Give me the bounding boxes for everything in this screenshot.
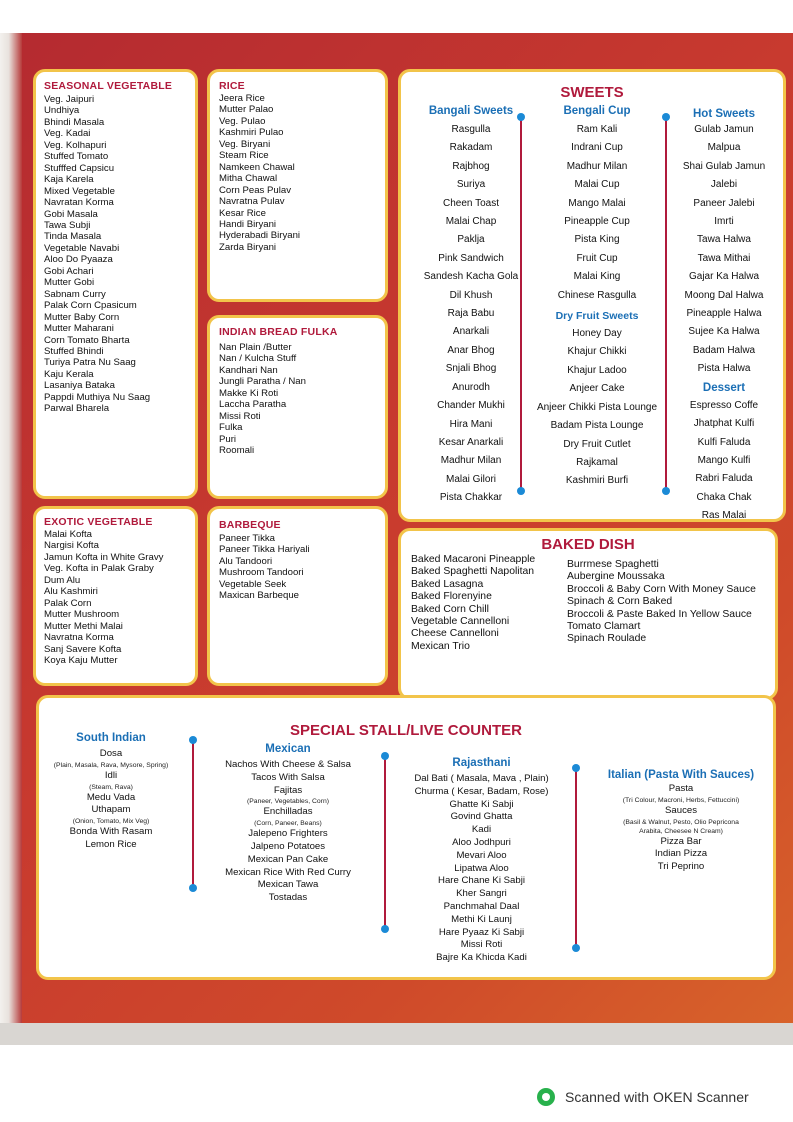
- menu-item: Mixed Vegetable: [44, 185, 115, 197]
- menu-item: Hyderabadi Biryani: [219, 230, 301, 242]
- menu-item-note: (Onion, Tomato, Mix Veg): [72, 818, 150, 826]
- barbeque-title: BARBEQUE: [219, 519, 281, 531]
- indian-bread-list: [219, 342, 376, 457]
- menu-item: Pista King: [574, 234, 620, 246]
- baked-dish-box: [398, 528, 778, 700]
- baked-dish-left-list: [411, 554, 535, 653]
- menu-item: Alu Tandoori: [219, 555, 273, 567]
- menu-item-note: (Steam, Rava): [89, 783, 133, 791]
- menu-item: Handi Biryani: [219, 218, 277, 230]
- menu-item: Mutter Maharani: [44, 323, 114, 335]
- menu-item: Tinda Masala: [44, 231, 102, 243]
- menu-item: Tri Peprino: [657, 861, 705, 873]
- menu-item: Enchilladas: [263, 806, 313, 818]
- menu-item: Govind Ghatta: [450, 811, 513, 823]
- menu-item: Mexican Pan Cake: [247, 853, 329, 865]
- menu-item: Tawa Mithai: [697, 252, 751, 264]
- menu-item: Rajkamal: [576, 456, 618, 468]
- menu-item: Zarda Biryani: [219, 241, 277, 253]
- menu-item: Kashmiri Pulao: [219, 127, 284, 139]
- menu-item: Jalpeno Potatoes: [250, 840, 326, 852]
- menu-item: Tomato Clamart: [567, 621, 641, 633]
- menu-item: Fruit Cup: [576, 252, 618, 264]
- menu-item: Vegetable Seek: [219, 578, 287, 590]
- menu-item: Moong Dal Halwa: [684, 289, 764, 301]
- mexican-heading: Mexican: [265, 743, 311, 755]
- exotic-vegetable-title: EXOTIC VEGETABLE: [44, 516, 153, 528]
- menu-item: Dosa: [99, 748, 123, 759]
- menu-item: Pizza Bar: [660, 835, 702, 847]
- menu-item: Pineapple Halwa: [686, 308, 762, 320]
- menu-item: Sandesh Kacha Gola: [423, 271, 519, 283]
- menu-item: Mango Malai: [568, 197, 626, 209]
- menu-item: Gobi Achari: [44, 265, 94, 277]
- menu-item: Chander Mukhi: [437, 400, 505, 412]
- divider-dot: [517, 113, 525, 121]
- menu-item: Palak Corn Cpasicum: [44, 300, 137, 312]
- exotic-vegetable-box: [33, 506, 198, 686]
- menu-item: Mexican Tawa: [257, 879, 319, 891]
- menu-item-note: (Corn, Paneer, Beans): [254, 820, 322, 828]
- menu-item: Espresso Coffe: [689, 399, 759, 411]
- menu-item: Hare Pyaaz Ki Sabji: [438, 926, 525, 938]
- bengali-cup-column: [531, 105, 663, 491]
- bangali-sweets-list: [409, 121, 533, 508]
- menu-item: Baked Lasagna: [411, 578, 484, 590]
- menu-item: Sujee Ka Halwa: [688, 326, 760, 338]
- menu-card: [0, 33, 793, 1045]
- bengali-cup-list: [531, 121, 663, 305]
- menu-item: Snjali Bhog: [445, 363, 497, 375]
- menu-item: Anarkali: [452, 326, 490, 338]
- menu-item: Tostadas: [268, 892, 308, 904]
- menu-item: Badam Halwa: [692, 344, 756, 356]
- rice-list: [219, 93, 376, 253]
- menu-item: Jungli Paratha / Nan: [219, 376, 306, 388]
- menu-item: Parwal Bharela: [44, 403, 110, 415]
- sweets-box: [398, 69, 786, 522]
- menu-item: Alu Kashmiri: [44, 586, 98, 598]
- menu-item: Aloo Jodhpuri: [452, 836, 511, 848]
- menu-item: Anjeer Cake: [569, 383, 625, 395]
- menu-item: Kaju Kerala: [44, 368, 94, 380]
- menu-item: Lemon Rice: [85, 838, 137, 850]
- menu-item: Kashmiri Burfi: [565, 475, 629, 487]
- dessert-heading: Dessert: [702, 381, 746, 394]
- menu-item: Kadi: [471, 824, 492, 836]
- menu-item: Jalepeno Frighters: [248, 828, 328, 840]
- menu-item: Pappdi Muthiya Nu Saag: [44, 391, 151, 403]
- menu-item: Mexican Rice With Red Curry: [225, 866, 351, 878]
- menu-item: Baked Florenyine: [411, 591, 492, 603]
- menu-item: Paneer Jalebi: [693, 197, 755, 209]
- menu-item: Koya Kaju Mutter: [44, 654, 118, 666]
- south-indian-heading: South Indian: [76, 732, 146, 744]
- menu-item: Maxican Barbeque: [219, 590, 299, 602]
- indian-bread-box: [207, 315, 388, 499]
- page-bottom-edge: [0, 1023, 793, 1045]
- mexican-column: [207, 743, 369, 905]
- menu-item: Chinese Rasgulla: [557, 289, 637, 301]
- rajasthani-column: [399, 757, 564, 965]
- menu-item: Ghatte Ki Sabji: [449, 798, 514, 810]
- menu-item: Makke Ki Roti: [219, 387, 279, 399]
- menu-item: Veg. Biryani: [219, 138, 271, 150]
- bangali-sweets-heading: Bangali Sweets: [428, 105, 514, 117]
- menu-item: Hira Mani: [449, 418, 493, 430]
- divider-dot: [517, 487, 525, 495]
- menu-item-note: Arabita, Cheesee N Cream): [639, 827, 723, 835]
- divider-line: [575, 768, 577, 948]
- mexican-list: [207, 759, 369, 905]
- menu-item: Stufffed Capsicu: [44, 162, 115, 174]
- rajasthani-list: [399, 773, 564, 965]
- dry-fruit-sweets-list: [531, 325, 663, 491]
- menu-item: Panchmahal Daal: [443, 900, 520, 912]
- hot-sweets-list: [665, 121, 783, 379]
- seasonal-vegetable-list: [44, 94, 187, 415]
- menu-item: Madhur Milan: [440, 455, 502, 467]
- menu-item: Aubergine Moussaka: [567, 571, 665, 583]
- menu-item: Steam Rice: [219, 150, 269, 162]
- menu-item: Ram Kali: [576, 124, 618, 135]
- menu-item: Gobi Masala: [44, 208, 98, 220]
- menu-item: Mutter Baby Corn: [44, 311, 120, 323]
- divider-line: [384, 756, 386, 929]
- menu-item: Veg. Jaipuri: [44, 94, 95, 105]
- exotic-vegetable-list: [44, 529, 187, 666]
- menu-item: Gajar Ka Halwa: [688, 271, 760, 283]
- menu-item: Dil Khush: [449, 289, 493, 301]
- barbeque-list: [219, 533, 376, 602]
- menu-item: Undhiya: [44, 105, 80, 117]
- hot-sweets-heading: Hot Sweets: [693, 108, 755, 120]
- menu-item: Spinach Roulade: [567, 633, 647, 645]
- menu-item: Sauces: [665, 804, 697, 816]
- menu-item: Honey Day: [572, 328, 622, 340]
- divider-dot: [189, 736, 197, 744]
- special-stall-title: SPECIAL STALL/LIVE COUNTER: [290, 722, 522, 739]
- divider-dot: [572, 944, 580, 952]
- menu-item: Vegetable Cannelloni: [411, 616, 510, 628]
- rice-box: [207, 69, 388, 302]
- menu-item: Churma ( Kesar, Badam, Rose): [414, 785, 549, 797]
- menu-item: Badam Pista Lounge: [550, 420, 644, 432]
- menu-item: Broccoli & Paste Baked In Yellow Sauce: [567, 608, 752, 620]
- seasonal-vegetable-title: SEASONAL VEGETABLE: [44, 80, 173, 92]
- menu-item: Madhur Milan: [566, 160, 628, 172]
- bangali-sweets-column: [409, 105, 533, 508]
- rajasthani-heading: Rajasthani: [452, 757, 511, 769]
- menu-item: Fulka: [219, 422, 243, 434]
- menu-item: Jalebi: [710, 179, 738, 191]
- divider-line: [520, 118, 522, 491]
- menu-item: Tawa Subji: [44, 219, 91, 231]
- menu-item: Uthapam: [91, 804, 131, 816]
- menu-item: Corn Peas Pulav: [219, 184, 291, 196]
- hot-sweets-column: [665, 108, 783, 544]
- divider-line: [192, 740, 194, 888]
- menu-item: Rakadam: [449, 142, 493, 154]
- menu-item: Puri: [219, 433, 237, 445]
- menu-item: Palak Corn: [44, 597, 92, 609]
- menu-item: Baked Macaroni Pineapple: [411, 554, 536, 565]
- oken-logo-icon: [537, 1088, 555, 1106]
- rice-title: RICE: [219, 80, 245, 92]
- italian-heading: Italian (Pasta With Sauces): [607, 769, 755, 781]
- dry-fruit-sweets-heading: Dry Fruit Sweets: [555, 310, 639, 323]
- menu-item: Missi Roti: [460, 939, 503, 951]
- menu-item: Pista Halwa: [697, 363, 751, 375]
- scanner-footer: [537, 1088, 749, 1106]
- menu-item: Laccha Paratha: [219, 399, 287, 411]
- italian-column: [591, 769, 771, 874]
- menu-item: Aloo Do Pyaaza: [44, 254, 113, 266]
- divider-dot: [189, 884, 197, 892]
- dessert-list: [665, 397, 783, 544]
- menu-item: Namkeen Chawal: [219, 161, 295, 173]
- menu-item: Navratna Korma: [44, 632, 114, 644]
- menu-item: Mushroom Tandoori: [219, 567, 304, 579]
- menu-item: Spinach & Corn Baked: [567, 596, 673, 608]
- menu-item: Burrmese Spaghetti: [567, 559, 659, 570]
- menu-item: Kesar Anarkali: [438, 436, 504, 448]
- divider-dot: [381, 925, 389, 933]
- menu-item: Pasta: [668, 783, 694, 794]
- menu-item: Bonda With Rasam: [69, 826, 153, 838]
- menu-item: Indrani Cup: [571, 142, 623, 154]
- baked-dish-right-list: [567, 559, 756, 646]
- menu-item: Jeera Rice: [219, 93, 265, 104]
- menu-item: Kulfi Faluda: [697, 436, 751, 448]
- sweets-title: SWEETS: [560, 84, 624, 101]
- menu-item-note: (Paneer, Vegetables, Corn): [247, 798, 329, 806]
- menu-item: Hare Chane Ki Sabji: [438, 875, 525, 887]
- menu-item: Anurodh: [452, 381, 490, 393]
- menu-item: Gulab Jamun: [694, 124, 754, 135]
- baked-dish-title: BAKED DISH: [541, 536, 635, 553]
- menu-item: Mevari Aloo: [456, 849, 507, 861]
- south-indian-list: [45, 748, 177, 852]
- menu-item: Malai King: [573, 271, 621, 283]
- menu-item: Sabnam Curry: [44, 288, 106, 300]
- menu-item: Malpua: [707, 142, 741, 154]
- menu-item: Missi Roti: [219, 410, 261, 422]
- menu-item: Pink Sandwich: [438, 252, 504, 264]
- menu-item: Turiya Patra Nu Saag: [44, 357, 136, 369]
- menu-item: Malai Gilori: [445, 473, 496, 485]
- divider-dot: [381, 752, 389, 760]
- menu-item: Methi Ki Launj: [451, 913, 512, 925]
- menu-item: Cheese Cannelloni: [411, 628, 499, 640]
- menu-item: Nan / Kulcha Stuff: [219, 353, 297, 365]
- menu-item: Ras Malai: [701, 510, 747, 522]
- menu-item: Veg. Kolhapuri: [44, 139, 107, 151]
- menu-item: Khajur Chikki: [567, 346, 627, 358]
- menu-item: Dry Fruit Cutlet: [563, 438, 631, 450]
- menu-item: Veg. Kadai: [44, 128, 91, 140]
- menu-item: Fajitas: [273, 784, 303, 796]
- menu-item: Khajur Ladoo: [567, 364, 627, 376]
- menu-item: Pista Chakkar: [439, 492, 503, 504]
- menu-item: Veg. Kofta in Palak Graby: [44, 563, 154, 575]
- menu-item: Stuffed Tomato: [44, 151, 109, 163]
- menu-item: Mexican Trio: [411, 640, 470, 652]
- menu-item: Kher Sangri: [456, 888, 507, 900]
- menu-item: Pineapple Cup: [564, 216, 630, 228]
- menu-item: Rajbhog: [452, 160, 490, 172]
- menu-item: Lasaniya Bataka: [44, 380, 115, 392]
- menu-item: Anar Bhog: [447, 344, 495, 356]
- menu-item: Kandhari Nan: [219, 364, 278, 376]
- barbeque-box: [207, 506, 388, 686]
- menu-item: Dal Bati ( Masala, Mava , Plain): [414, 773, 549, 784]
- menu-item-note: (Tri Colour, Macroni, Herbs, Fettuccini): [622, 796, 740, 804]
- menu-item: Raja Babu: [447, 308, 495, 320]
- menu-item: Corn Tomato Bharta: [44, 334, 130, 346]
- menu-item: Stuffed Bhindi: [44, 345, 104, 357]
- italian-list: [591, 783, 771, 874]
- menu-item: Bajre Ka Khicda Kadi: [436, 952, 527, 964]
- menu-item: Kesar Rice: [219, 207, 266, 219]
- menu-item: Paneer Tikka Hariyali: [219, 544, 310, 556]
- menu-item: Tawa Halwa: [697, 234, 751, 246]
- menu-item: Chaka Chak: [696, 491, 752, 503]
- menu-item: Baked Corn Chill: [411, 603, 489, 615]
- menu-item: Paklja: [457, 234, 485, 246]
- south-indian-column: [45, 732, 177, 852]
- menu-item: Mutter Palao: [219, 104, 274, 116]
- menu-item: Broccoli & Baby Corn With Money Sauce: [567, 583, 756, 595]
- menu-item: Indian Pizza: [654, 848, 708, 860]
- menu-item: Jamun Kofta in White Gravy: [44, 551, 164, 563]
- menu-item: Malai Chap: [445, 216, 497, 228]
- menu-item: Paneer Tikka: [219, 533, 275, 544]
- menu-item: Bhindi Masala: [44, 116, 105, 128]
- menu-item: Mutter Mushroom: [44, 609, 120, 621]
- menu-item: Kaja Karela: [44, 174, 94, 186]
- menu-item: Rasgulla: [451, 124, 491, 135]
- menu-item: Mitha Chawal: [219, 173, 278, 185]
- menu-item: Navratan Korma: [44, 197, 114, 209]
- menu-item: Anjeer Chikki Pista Lounge: [536, 401, 658, 413]
- bengali-cup-heading: Bengali Cup: [563, 105, 631, 117]
- menu-item: Navratna Pulav: [219, 196, 285, 208]
- menu-item: Malai Cup: [574, 179, 620, 191]
- menu-item: Cheen Toast: [443, 197, 499, 209]
- menu-item: Baked Spaghetti Napolitan: [411, 566, 535, 578]
- menu-item: Idli: [104, 769, 118, 781]
- menu-item: Mutter Methi Malai: [44, 620, 123, 632]
- menu-item: Suriya: [456, 179, 486, 191]
- menu-item: Shai Gulab Jamun: [682, 160, 766, 172]
- menu-item: Dum Alu: [44, 574, 81, 586]
- menu-item: Mutter Gobi: [44, 277, 95, 289]
- menu-item: Roomali: [219, 445, 255, 457]
- menu-item: Jhatphat Kulfi: [693, 418, 755, 430]
- menu-item: Sanj Savere Kofta: [44, 643, 122, 655]
- menu-item: Mango Kulfi: [697, 454, 751, 466]
- scanner-footer-text: Scanned with OKEN Scanner: [565, 1089, 749, 1105]
- menu-item-note: (Plain, Masala, Rava, Mysore, Spring): [53, 761, 169, 769]
- menu-item: Nan Plain /Butter: [219, 342, 292, 353]
- menu-item: Nachos With Cheese & Salsa: [225, 759, 351, 770]
- menu-item: Vegetable Navabi: [44, 242, 120, 254]
- menu-item: Malai Kofta: [44, 529, 92, 540]
- menu-item-note: (Basil & Walnut, Pesto, Olio Pepricona: [623, 818, 739, 826]
- menu-item: Veg. Pulao: [219, 115, 266, 127]
- menu-item: Rabri Faluda: [695, 473, 753, 485]
- special-stall-box: [36, 695, 776, 980]
- menu-item: Lipatwa Aloo: [454, 862, 509, 874]
- menu-item: Imrti: [714, 216, 734, 228]
- menu-item: Medu Vada: [86, 791, 136, 803]
- indian-bread-title: INDIAN BREAD FULKA: [219, 326, 338, 338]
- seasonal-vegetable-box: [33, 69, 198, 499]
- menu-item: Tacos With Salsa: [251, 771, 325, 783]
- menu-item: Nargisi Kofta: [44, 540, 99, 552]
- divider-dot: [572, 764, 580, 772]
